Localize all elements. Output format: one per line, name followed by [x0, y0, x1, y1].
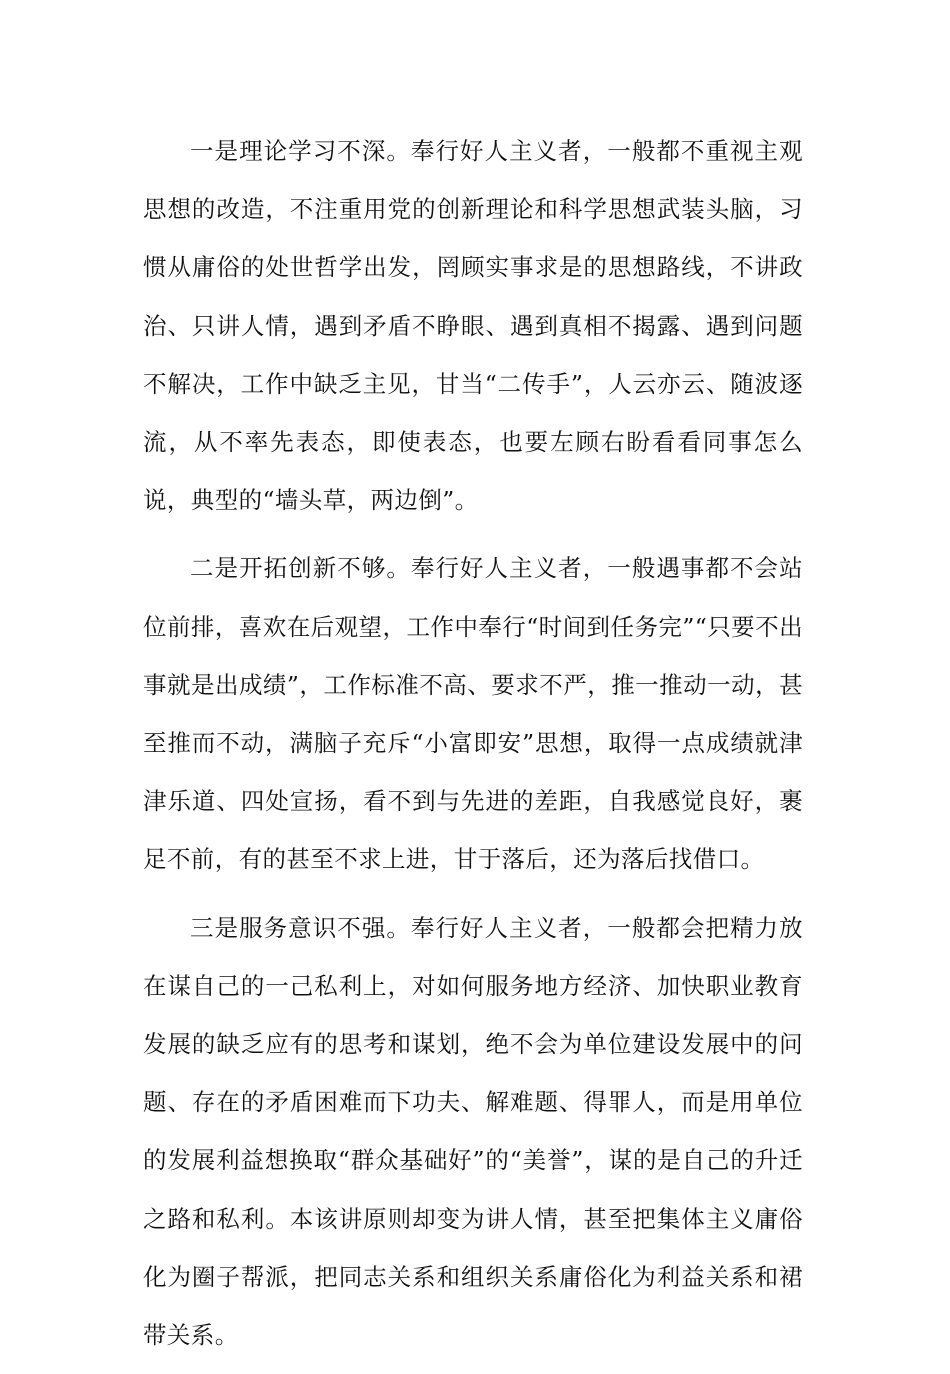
paragraph-innovation: 二是开拓创新不够。奉行好人主义者，一般遇事都不会站位前排，喜欢在后观望，工作中奉行“时间到任务完”“只要不出事就是出成绩”，工作标准不高、要求不严，推一推动一动，甚至推而不动，满脑子充斥“小富即安”思想，取得一点成绩就津津乐道、四处宣扬，看不到与先进的差距，自我感觉良好，裹足不前，有的甚至不求上进，甘于落后，还为落后找借口。: [143, 554, 803, 874]
document-body: [143, 122, 803, 1374]
paragraph-service-awareness: 三是服务意识不强。奉行好人主义者，一般都会把精力放在谋自己的一己私利上，对如何服务地方经济、加快职业教育发展的缺乏应有的思考和谋划，绝不会为单位建设发展中的问题、存在的矛盾困难而下功夫、解难题、得罪人，而是用单位的发展利益想换取“群众基础好”的“美誉”，谋的是自己的升迁之路和私利。本该讲原则却变为讲人情，甚至把集体主义庸俗化为圈子帮派，把同志关系和组织关系庸俗化为利益关系和裙带关系。: [143, 913, 803, 1350]
paragraph-theory-study: 一是理论学习不深。奉行好人主义者，一般都不重视主观思想的改造，不注重用党的创新理论和科学思想武装头脑，习惯从庸俗的处世哲学出发，罔顾实事求是的思想路线，不讲政治、只讲人情，遇到矛盾不睁眼、遇到真相不揭露、遇到问题不解决，工作中缺乏主见，甘当“二传手”，人云亦云、随波逐流，从不率先表态，即使表态，也要左顾右盼看看同事怎么说，典型的“墙头草，两边倒”。: [143, 137, 803, 515]
